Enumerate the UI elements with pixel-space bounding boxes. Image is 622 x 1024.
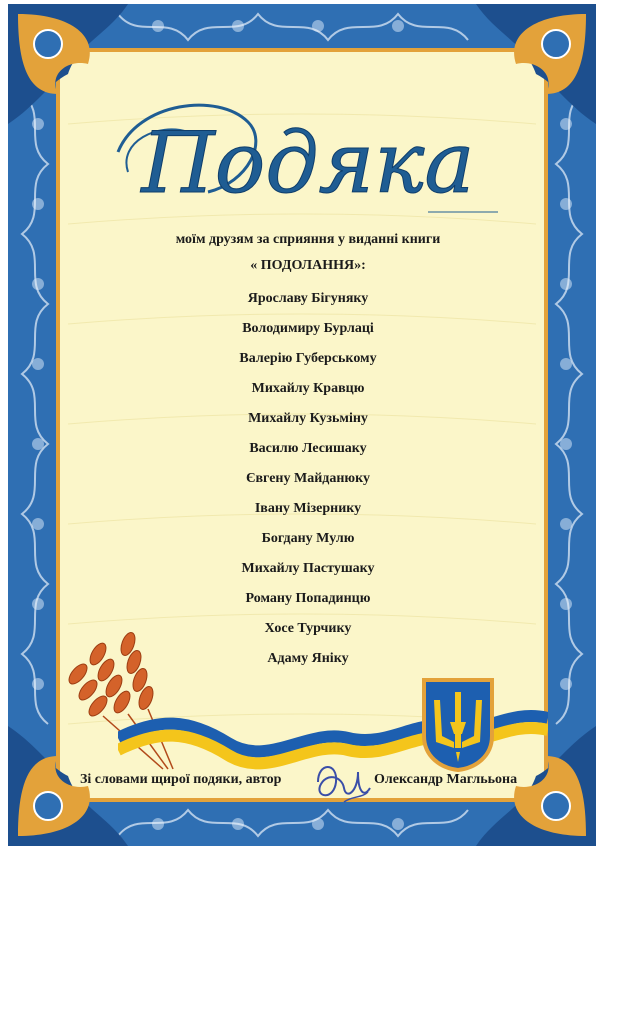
title-text: Подяка <box>141 114 475 212</box>
dedication-text: моїм друзям за сприяння у виданні книги <box>175 232 441 247</box>
recipient-name: Богдану Мулю <box>261 531 355 546</box>
recipient-name: Василю Лесишаку <box>249 441 367 456</box>
certificate-title <box>98 82 518 232</box>
recipient-name: Ярославу Бігуняку <box>247 291 369 306</box>
recipient-list <box>158 284 458 674</box>
recipient-name: Євгену Майданюку <box>245 471 370 486</box>
author-name: Олександр Маглььона <box>374 772 518 787</box>
recipient-name: Валерію Губерському <box>239 351 377 366</box>
closing-text: Зі словами щирої подяки, автор <box>80 772 282 787</box>
recipient-name: Івану Мізернику <box>254 501 362 516</box>
closing-line <box>80 772 540 794</box>
recipient-name: Михайлу Пастушаку <box>241 561 375 576</box>
recipient-name: Роману Попадинцю <box>245 591 371 606</box>
recipient-name: Михайлу Кузьміну <box>248 411 368 426</box>
recipient-name: Михайлу Кравцю <box>251 381 365 396</box>
book-title: « ПОДОЛАННЯ»: <box>250 258 366 273</box>
recipient-name: Володимиру Бурлаці <box>242 321 374 336</box>
dedication-block <box>158 230 458 674</box>
recipient-name: Адаму Яніку <box>267 651 349 666</box>
trident-coat-of-arms-icon <box>420 676 496 772</box>
certificate <box>8 4 596 846</box>
recipient-name: Хосе Турчику <box>264 621 352 636</box>
